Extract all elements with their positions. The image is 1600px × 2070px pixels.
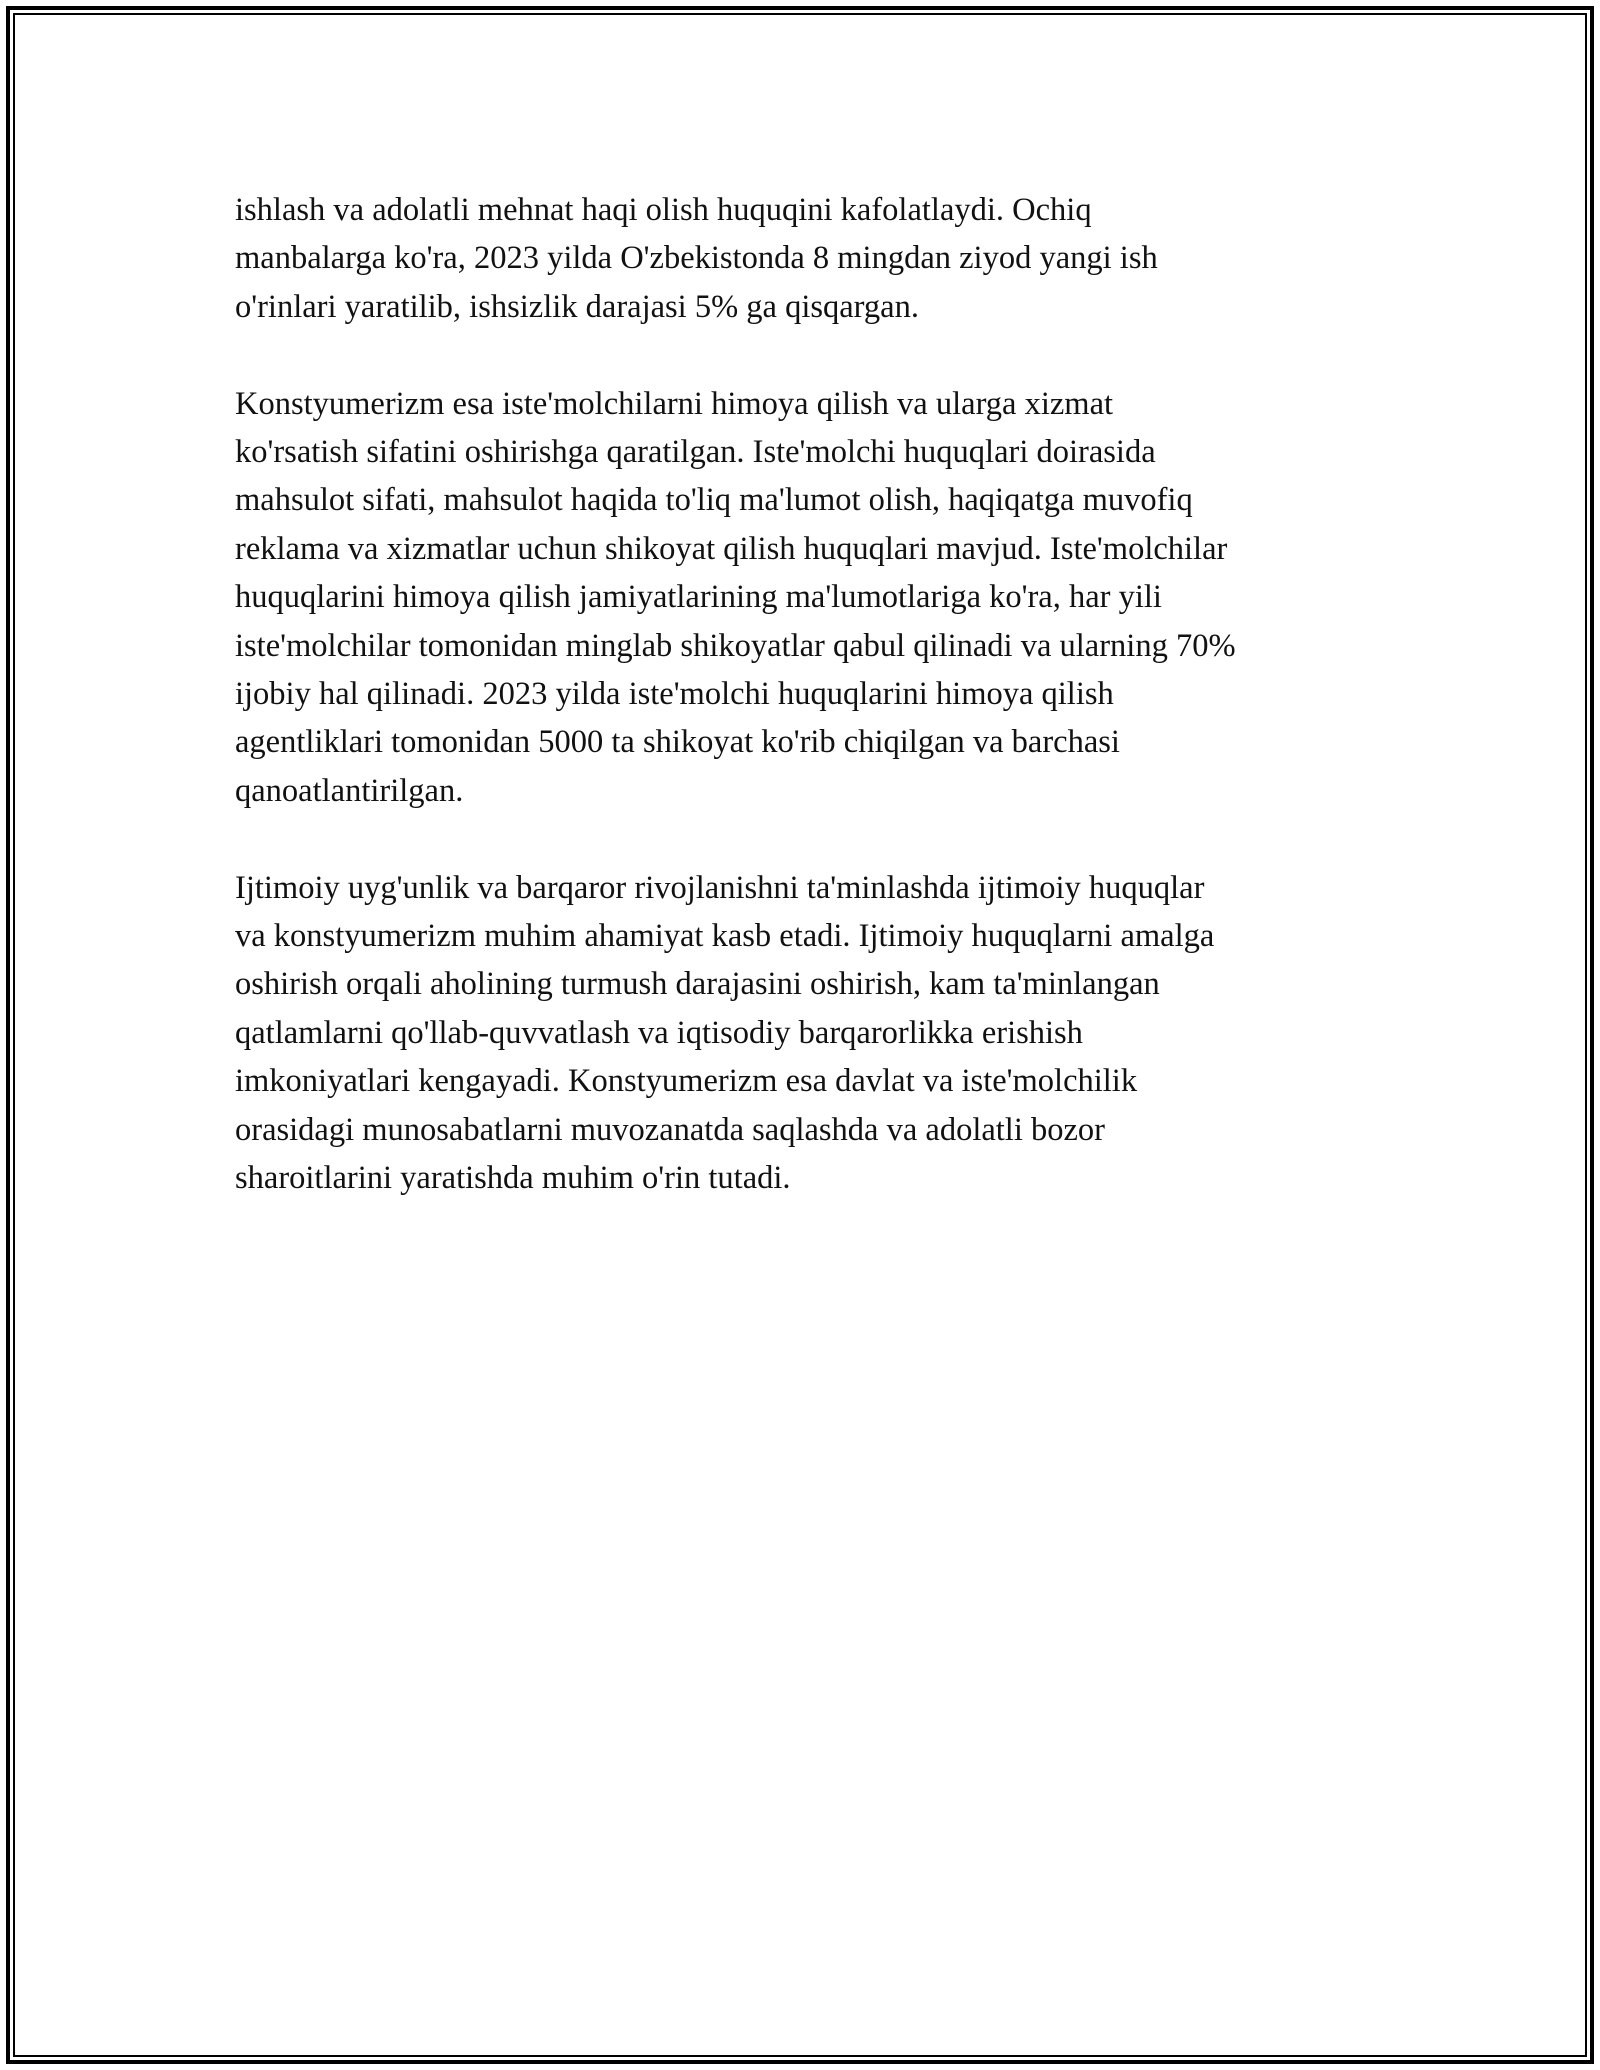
text-line: o'rinlari yaratilib, ishsizlik darajasi 5% ga qisqargan. [235, 288, 919, 325]
text-line: orasidagi munosabatlarni muvozanatda saqlashda va adolatli bozor [235, 1111, 1105, 1148]
text-line: ishlash va adolatli mehnat haqi olish huquqini kafolatlaydi. Ochiq [235, 192, 1092, 228]
document-body [235, 186, 1375, 1251]
text-line: Ijtimoiy uyg'unlik va barqaror rivojlanishni ta'minlashda ijtimoiy huquqlar [235, 869, 1205, 906]
paragraph-1 [235, 186, 1375, 331]
text-line: imkoniyatlari kengayadi. Konstyumerizm esa davlat va iste'molchilik [235, 1063, 1138, 1100]
text-line: va konstyumerizm muhim ahamiyat kasb etadi. Ijtimoiy huquqlarni amalga [235, 918, 1215, 955]
text-line: qatlamlarni qo'llab-quvvatlash va iqtisodiy barqarorlikka erishish [235, 1014, 1083, 1051]
paragraph-2 [235, 380, 1375, 816]
text-line: iste'molchilar tomonidan minglab shikoyatlar qabul qilinadi va ularning 70% [235, 627, 1236, 664]
paragraph-3 [235, 864, 1375, 1203]
text-line: manbalarga ko'ra, 2023 yilda O'zbekistonda 8 mingdan ziyod yangi ish [235, 240, 1158, 277]
text-line: ijobiy hal qilinadi. 2023 yilda iste'molchi huquqlarini himoya qilish [235, 676, 1114, 713]
text-line: mahsulot sifati, mahsulot haqida to'liq ma'lumot olish, haqiqatga muvofiq [235, 482, 1193, 519]
text-line: oshirish orqali aholining turmush darajasini oshirish, kam ta'minlangan [235, 966, 1160, 1003]
text-line: Konstyumerizm esa iste'molchilarni himoya qilish va ularga xizmat [235, 385, 1114, 422]
text-line: sharoitlarini yaratishda muhim o'rin tutadi. [235, 1160, 791, 1197]
text-line: ko'rsatish sifatini oshirishga qaratilgan. Iste'molchi huquqlari doirasida [235, 434, 1156, 471]
text-line: huquqlarini himoya qilish jamiyatlarining ma'lumotlariga ko'ra, har yili [235, 579, 1162, 616]
text-line: reklama va xizmatlar uchun shikoyat qilish huquqlari mavjud. Iste'molchilar [235, 530, 1228, 567]
text-line: qanoatlantirilgan. [235, 772, 464, 809]
text-line: agentliklari tomonidan 5000 ta shikoyat ko'rib chiqilgan va barchasi [235, 724, 1120, 761]
